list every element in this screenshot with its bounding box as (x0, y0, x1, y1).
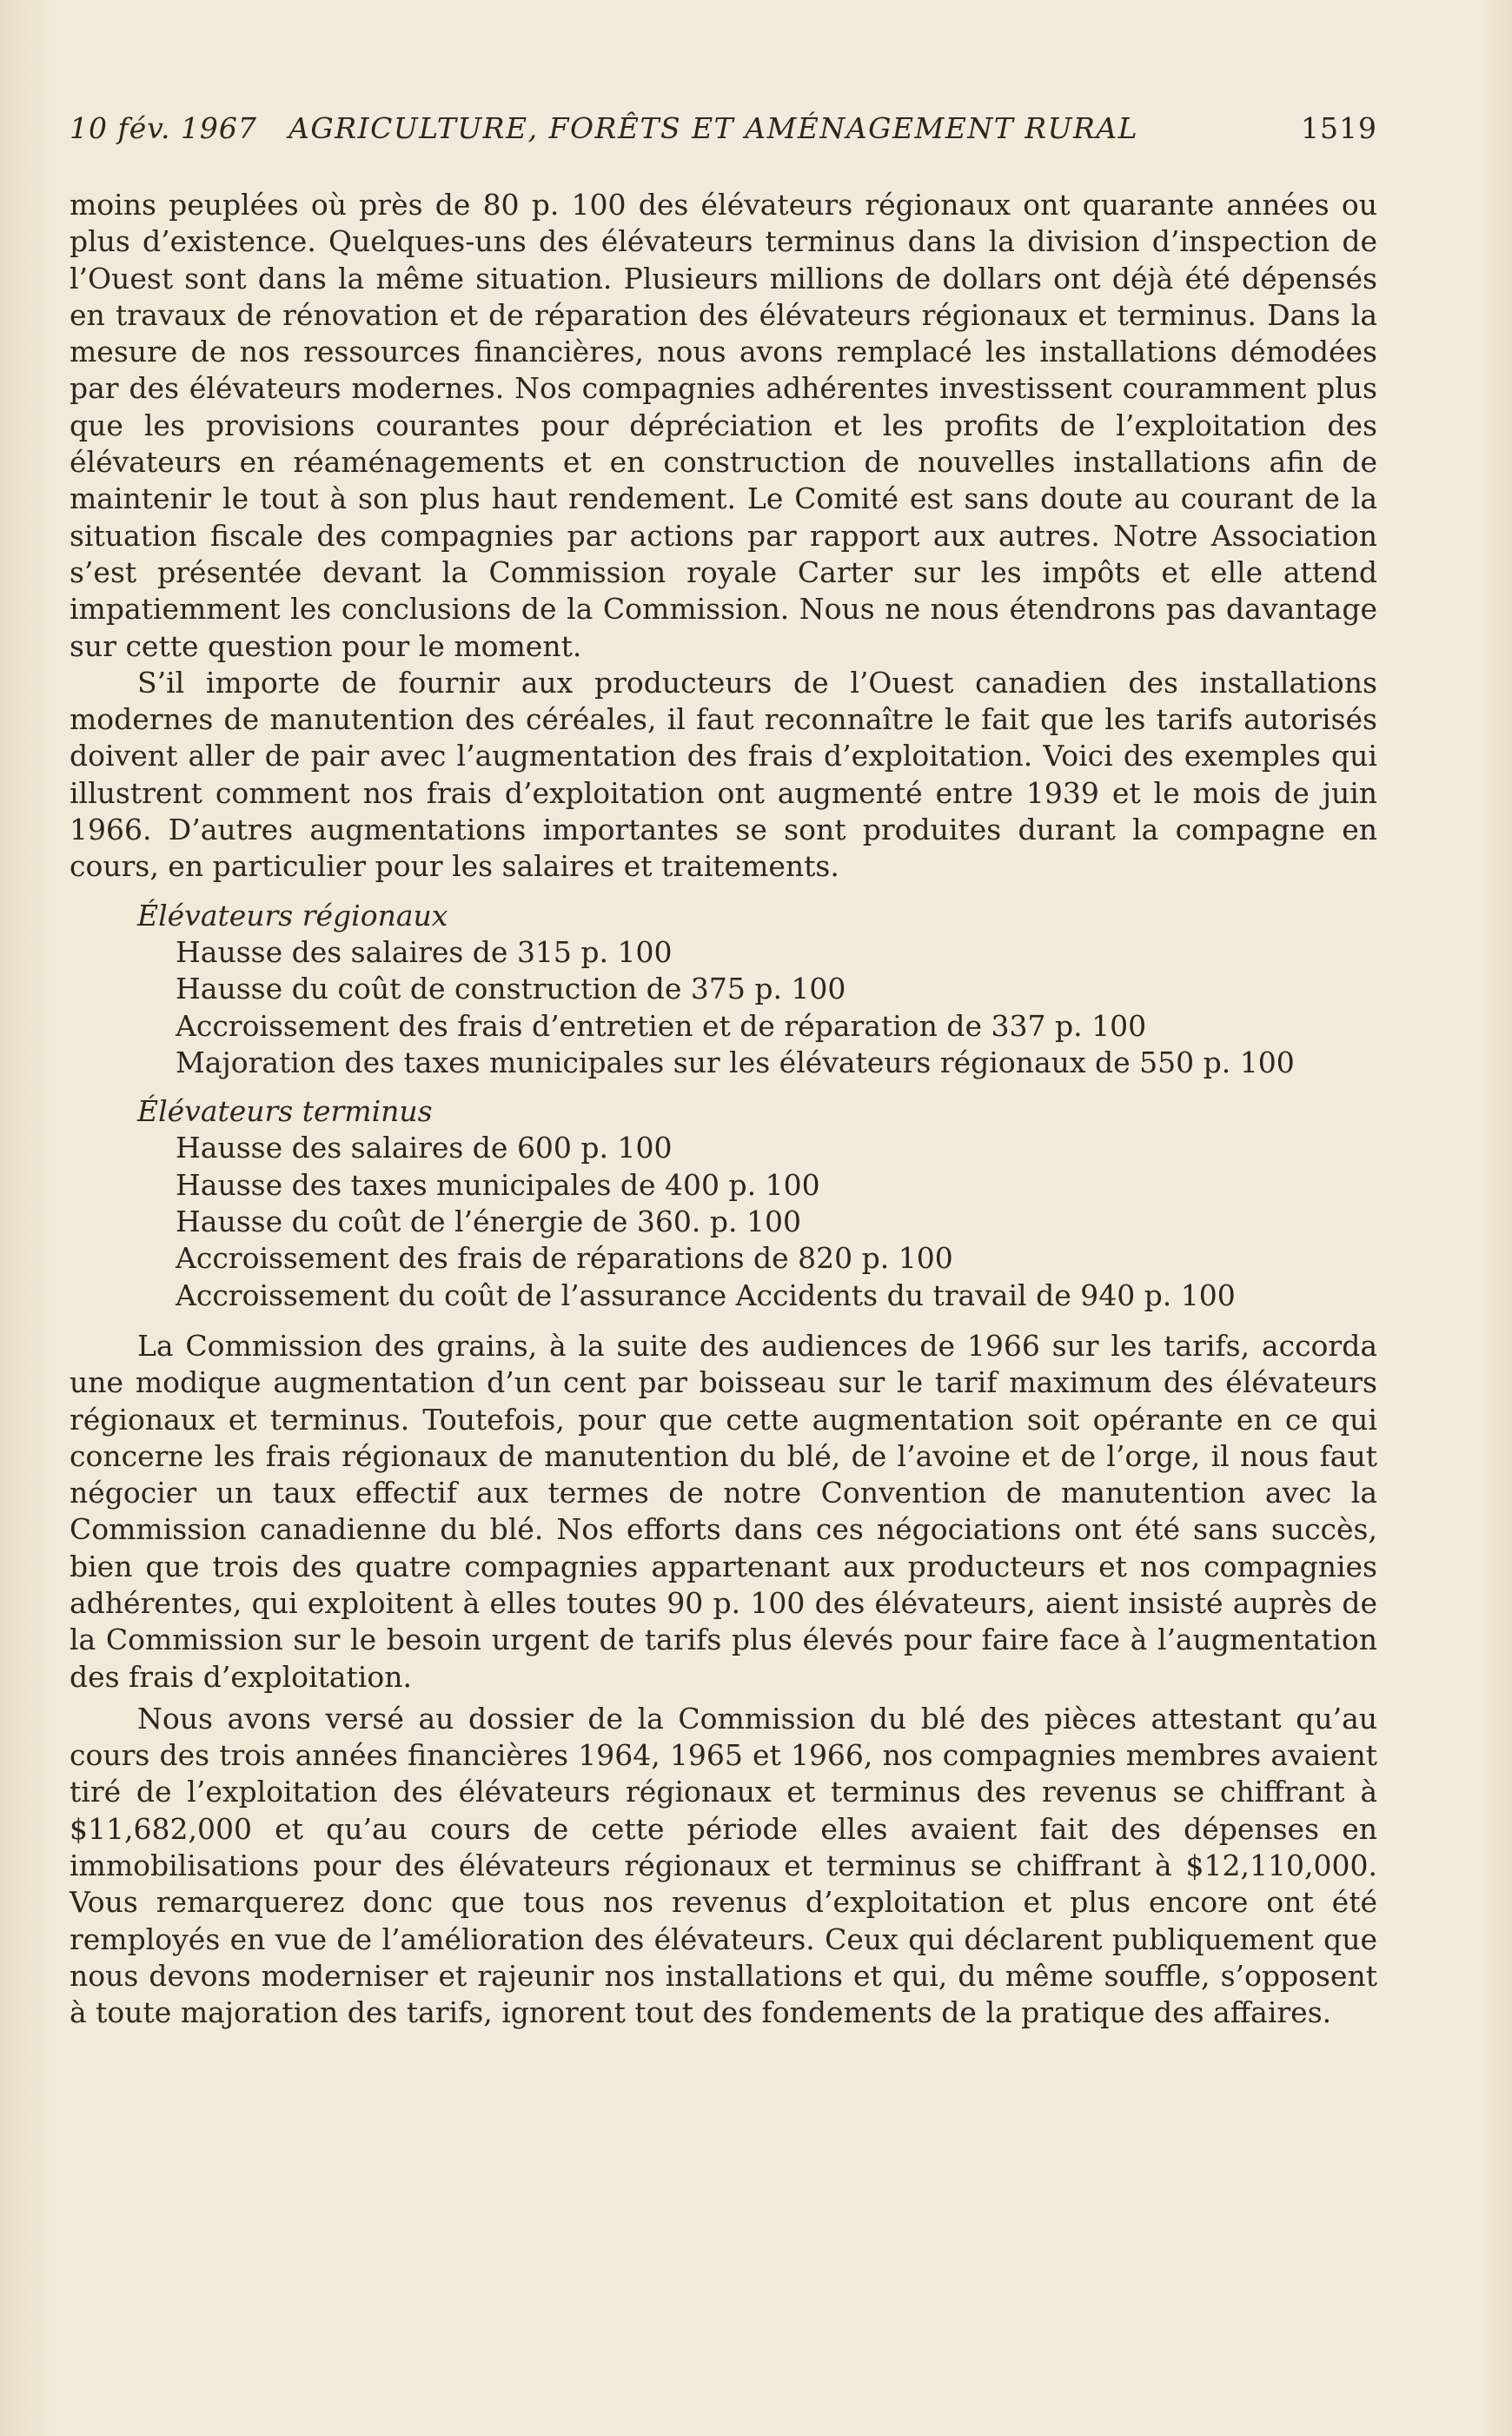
list-item: Hausse des salaires de 600 p. 100 (176, 1131, 673, 1165)
list-item: Hausse du coût de l’énergie de 360. p. 100 (176, 1205, 801, 1239)
regional-elevators-section (70, 898, 1377, 1081)
list-item: Hausse des salaires de 315 p. 100 (176, 934, 673, 969)
header-date: 10 fév. 1967 (70, 111, 257, 145)
list-item: Hausse des taxes municipales de 400 p. 100 (176, 1167, 820, 1202)
paragraph-tariffs: S’il importe de fournir aux producteurs de l’Ouest canadien des installations modernes de manutention des céréales, il faut reconnaître le fait que les tarifs autorisés doivent aller de pair avec l’augmentation des frais d’exploitation. Voici des exemples qui illustrent comment nos frais d’exploitation ont augmenté entre 1939 et le mois de juin 1966. D’autres augmentations importantes se sont produites durant la compagne en cours, en particulier pour les salaires et traitements. (70, 665, 1377, 884)
list-item: Accroissement du coût de l’assurance Accidents du travail de 940 p. 100 (176, 1278, 1236, 1312)
page-body (70, 187, 1377, 2032)
terminus-elevators-section (70, 1093, 1377, 1314)
list-item: Majoration des taxes municipales sur les élévateurs régionaux de 550 p. 100 (176, 1045, 1295, 1079)
running-header (70, 111, 1377, 155)
list-item: Accroissement des frais de réparations de 820 p. 100 (176, 1241, 953, 1276)
paragraph-continued: moins peuplées où près de 80 p. 100 des élévateurs régionaux ont quarante années ou plus d’existence. Quelques-uns des élévateurs terminus dans la division d’inspection de l’Ouest sont dans la même situation. Plusieurs millions de dollars ont déjà été dépensés en travaux de rénovation et de réparation des élévateurs régionaux et terminus. Dans la mesure de nos ressources financières, nous avons remplacé les installations démodées par des élévateurs modernes. Nos compagnies adhérentes investissent couramment plus que les provisions courantes pour dépréciation et les profits de l’exploitation des élévateurs en réaménagements et en construction de nouvelles installations afin de maintenir le tout à son plus haut rendement. Le Comité est sans doute au courant de la situation fiscale des compagnies par actions par rapport aux autres. Notre Association s’est présentée devant la Commission royale Carter sur les impôts et elle attend impatiemment les conclusions de la Commission. Nous ne nous étendrons pas davantage sur cette question pour le moment. (70, 188, 1377, 663)
page-number: 1519 (1301, 111, 1377, 145)
section-title-regional: Élévateurs régionaux (137, 898, 448, 933)
paragraph-revenues: Nous avons versé au dossier de la Commission du blé des pièces attestant qu’au cours des trois années financières 1964, 1965 et 1966, nos compagnies membres avaient tiré de l’exploitation des élévateurs régionaux et terminus des revenus se chiffrant à $11,682,000 et qu’au cours de cette période elles avaient fait des dépenses en immobilisations pour des élévateurs régionaux et terminus se chiffrant à $12,110,000. Vous remarquerez donc que tous nos revenus d’exploitation et plus encore ont été remployés en vue de l’amélioration des élévateurs. Ceux qui déclarent publiquement que nous devons moderniser et rajeunir nos installations et qui, du même souffle, s’opposent à toute majoration des tarifs, ignorent tout des fondements de la pratique des affaires. (70, 1701, 1377, 2030)
list-item: Hausse du coût de construction de 375 p. 100 (176, 972, 846, 1006)
paragraph-grain-commission: La Commission des grains, à la suite des audiences de 1966 sur les tarifs, accorda une modique augmentation d’un cent par boisseau sur le tarif maximum des élévateurs régionaux et terminus. Toutefois, pour que cette augmentation soit opérante en ce qui concerne les frais régionaux de manutention du blé, de l’avoine et de l’orge, il nous faut négocier un taux effectif aux termes de notre Convention de manutention avec la Commission canadienne du blé. Nos efforts dans ces négociations ont été sans succès, bien que trois des quatre compagnies appartenant aux producteurs et nos compagnies adhérentes, qui exploitent à elles toutes 90 p. 100 des élévateurs, aient insisté auprès de la Commission sur le besoin urgent de tarifs plus élevés pour faire face à l’augmentation des frais d’exploitation. (70, 1328, 1377, 1694)
section-title-terminus: Élévateurs terminus (137, 1094, 433, 1129)
list-item: Accroissement des frais d’entretien et de réparation de 337 p. 100 (176, 1008, 1147, 1043)
header-title: AGRICULTURE, FORÊTS ET AMÉNAGEMENT RURAL (288, 111, 1139, 145)
